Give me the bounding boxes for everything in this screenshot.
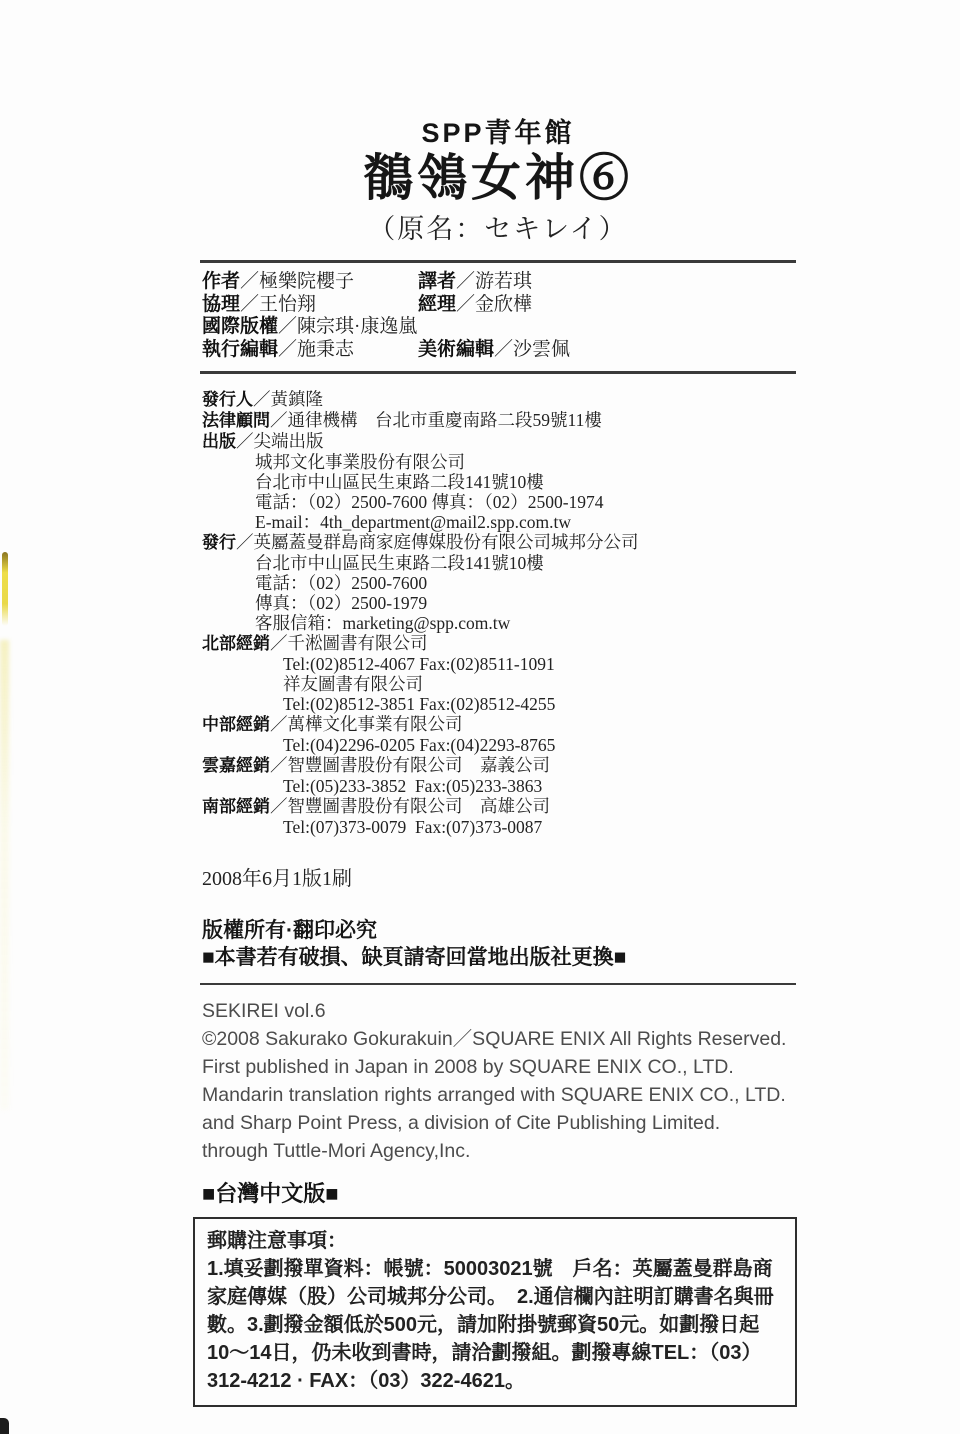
publishing-separator: ／ (236, 431, 254, 451)
section-divider (200, 983, 796, 985)
publishing-value: 萬樺文化事業有限公司 (287, 714, 463, 734)
publishing-separator: ／ (236, 532, 254, 552)
book-title: 鶺鴒女神⑥ (363, 150, 633, 206)
publishing-line (202, 817, 796, 837)
publishing-line (202, 796, 796, 817)
credit-role: 作者 (202, 271, 241, 292)
credit-role: 國際版權 (202, 316, 279, 337)
publishing-value: 電話：（02）2500-7600 傳真：（02）2500-1974 (255, 492, 604, 512)
publishing-role: 發行人 (202, 390, 253, 409)
publishing-value: Tel:(02)8512-4067 Fax:(02)8511-1091 (283, 654, 555, 674)
credit-role: 譯者 (418, 271, 457, 292)
copyright-notice-line2: ■本書若有破損、缺頁請寄回當地出版社更換■ (202, 946, 627, 969)
publishing-line (202, 512, 796, 532)
mail-order-line: 數。3.劃撥金額低於500元，請加附掛號郵資50元。如劃撥日起 (207, 1314, 760, 1336)
mail-order-line: 1.填妥劃撥單資料：帳號：50003021號 戶名：英屬蓋曼群島商 (207, 1258, 773, 1280)
scan-artifact-corner-speck (0, 1418, 9, 1434)
publishing-role: 北部經銷 (202, 634, 270, 653)
mail-order-box (193, 1217, 797, 1407)
publishing-value: 尖端出版 (253, 431, 324, 451)
credits-table (200, 260, 796, 374)
credit-role: 執行編輯 (202, 338, 279, 360)
publishing-line (202, 573, 796, 593)
publishing-line (202, 674, 796, 694)
publishing-value: 智豐圖書股份有限公司 嘉義公司 (287, 755, 550, 775)
credit-separator: ／ (240, 271, 260, 292)
credit-cell (202, 339, 418, 362)
credits-row (202, 316, 794, 339)
credit-separator: ／ (278, 338, 298, 360)
credit-person: 沙雲佩 (513, 338, 571, 360)
credit-separator: ／ (456, 293, 476, 315)
credit-separator: ／ (494, 338, 514, 360)
publishing-value: 傳真：（02）2500-1979 (255, 593, 428, 613)
publishing-role: 發行 (202, 533, 236, 552)
publishing-line (202, 492, 796, 512)
publishing-value: 黃鎮隆 (270, 389, 323, 409)
publishing-line (202, 755, 796, 776)
publishing-value: 千淞圖書有限公司 (287, 633, 428, 653)
mail-order-line: 家庭傳媒（股）公司城邦分公司。 2.通信欄內註明訂購書名與冊 (207, 1286, 774, 1308)
copyright-notice (200, 917, 796, 971)
credit-person: 金欣樺 (475, 293, 533, 315)
publishing-line (202, 553, 796, 573)
credit-separator: ／ (456, 271, 476, 292)
publishing-value: 英屬蓋曼群島商家庭傳媒股份有限公司城邦分公司 (253, 532, 639, 552)
publishing-value: 祥友圖書有限公司 (283, 674, 423, 694)
publishing-line (202, 654, 796, 674)
credit-cell (202, 294, 418, 317)
publishing-role: 法律顧問 (202, 411, 270, 430)
publishing-value: 客服信箱：marketing@spp.com.tw (255, 613, 511, 633)
original-title: （原名：セキレイ） (368, 214, 628, 244)
scan-artifact-yellow-smudge (0, 640, 9, 1110)
publishing-line (202, 613, 796, 633)
license-line: SEKIREI vol.6 (202, 1000, 326, 1022)
publishing-role: 雲嘉經銷 (202, 756, 270, 775)
mail-order-line: 10～14日，仍未收到書時，請洽劃撥組。劃撥專線TEL：（03） (207, 1342, 762, 1364)
scan-artifact-yellow-streak (2, 552, 8, 626)
publishing-value: Tel:(07)373-0079 Fax:(07)373-0087 (283, 817, 543, 837)
publishing-role: 南部經銷 (202, 797, 270, 816)
credit-person: 施秉志 (297, 338, 355, 360)
credit-role: 協理 (202, 293, 241, 315)
publishing-line (202, 532, 796, 553)
mail-order-line: 312-4212 · FAX：（03）322-4621。 (207, 1370, 525, 1392)
credit-person: 陳宗琪·康逸嵐 (297, 316, 418, 337)
publishing-separator: ／ (270, 714, 288, 734)
credit-person: 游若琪 (475, 271, 533, 292)
publishing-value: 城邦文化事業股份有限公司 (255, 452, 465, 472)
credits-row (202, 339, 794, 362)
credit-role: 美術編輯 (418, 338, 495, 360)
publishing-line (202, 714, 796, 735)
credit-cell (202, 316, 417, 337)
publishing-separator: ／ (270, 633, 288, 653)
imprint-label: SPP青年館 (421, 118, 575, 148)
publishing-value: Tel:(04)2296-0205 Fax:(04)2293-8765 (283, 735, 556, 755)
publishing-value: 通律機構 台北市重慶南路二段59號11樓 (287, 410, 602, 430)
credits-row (202, 294, 794, 317)
credit-cell (418, 294, 532, 315)
license-line: ©2008 Sakurako Gokurakuin／SQUARE ENIX All Rights Reserved. (202, 1028, 787, 1050)
publishing-role: 出版 (202, 432, 236, 451)
publishing-separator: ／ (253, 389, 271, 409)
publishing-value: Tel:(05)233-3852 Fax:(05)233-3863 (283, 776, 543, 796)
credit-separator: ／ (240, 293, 260, 315)
publishing-value: E-mail：4th_department@mail2.spp.com.tw (255, 512, 571, 532)
credit-person: 極樂院櫻子 (259, 271, 355, 292)
publishing-value: 台北市中山區民生東路二段141號10樓 (255, 472, 544, 492)
copyright-notice-line1: 版權所有·翻印必究 (202, 919, 377, 942)
publishing-separator: ／ (270, 796, 288, 816)
publishing-line (202, 633, 796, 654)
publishing-value: 台北市中山區民生東路二段141號10樓 (255, 553, 544, 573)
publishing-value: 智豐圖書股份有限公司 高雄公司 (287, 796, 550, 816)
credit-role: 經理 (418, 293, 457, 315)
credit-person: 王怡翔 (259, 293, 317, 315)
publishing-line (202, 735, 796, 755)
publishing-line (202, 452, 796, 472)
license-line: Mandarin translation rights arranged with SQUARE ENIX CO., LTD. (202, 1084, 786, 1106)
publishing-line (202, 431, 796, 452)
publishing-line (202, 593, 796, 613)
publishing-separator: ／ (270, 755, 288, 775)
credit-cell (418, 339, 570, 360)
mail-order-line: 郵購注意事項： (207, 1230, 347, 1252)
publishing-info (200, 389, 796, 837)
publishing-value: Tel:(02)8512-3851 Fax:(02)8512-4255 (283, 694, 556, 714)
taiwan-edition-mark: ■台灣中文版■ (202, 1181, 339, 1206)
printing-date: 2008年6月1版1刷 (202, 868, 352, 890)
publishing-line (202, 389, 796, 410)
credits-row (202, 271, 794, 294)
publishing-line (202, 694, 796, 714)
credit-separator: ／ (278, 316, 298, 337)
publishing-line (202, 472, 796, 492)
publishing-separator: ／ (270, 410, 288, 430)
credit-cell (418, 271, 532, 292)
license-line: First published in Japan in 2008 by SQUARE ENIX CO., LTD. (202, 1056, 734, 1078)
publishing-line (202, 410, 796, 431)
license-line: and Sharp Point Press, a division of Cite Publishing Limited. (202, 1112, 721, 1134)
english-copyright-block (200, 997, 796, 1165)
publishing-line (202, 776, 796, 796)
colophon-content (200, 0, 796, 1407)
license-line: through Tuttle-Mori Agency,Inc. (202, 1140, 471, 1162)
credit-cell (202, 271, 418, 294)
publishing-role: 中部經銷 (202, 715, 270, 734)
publishing-value: 電話：（02）2500-7600 (255, 573, 428, 593)
